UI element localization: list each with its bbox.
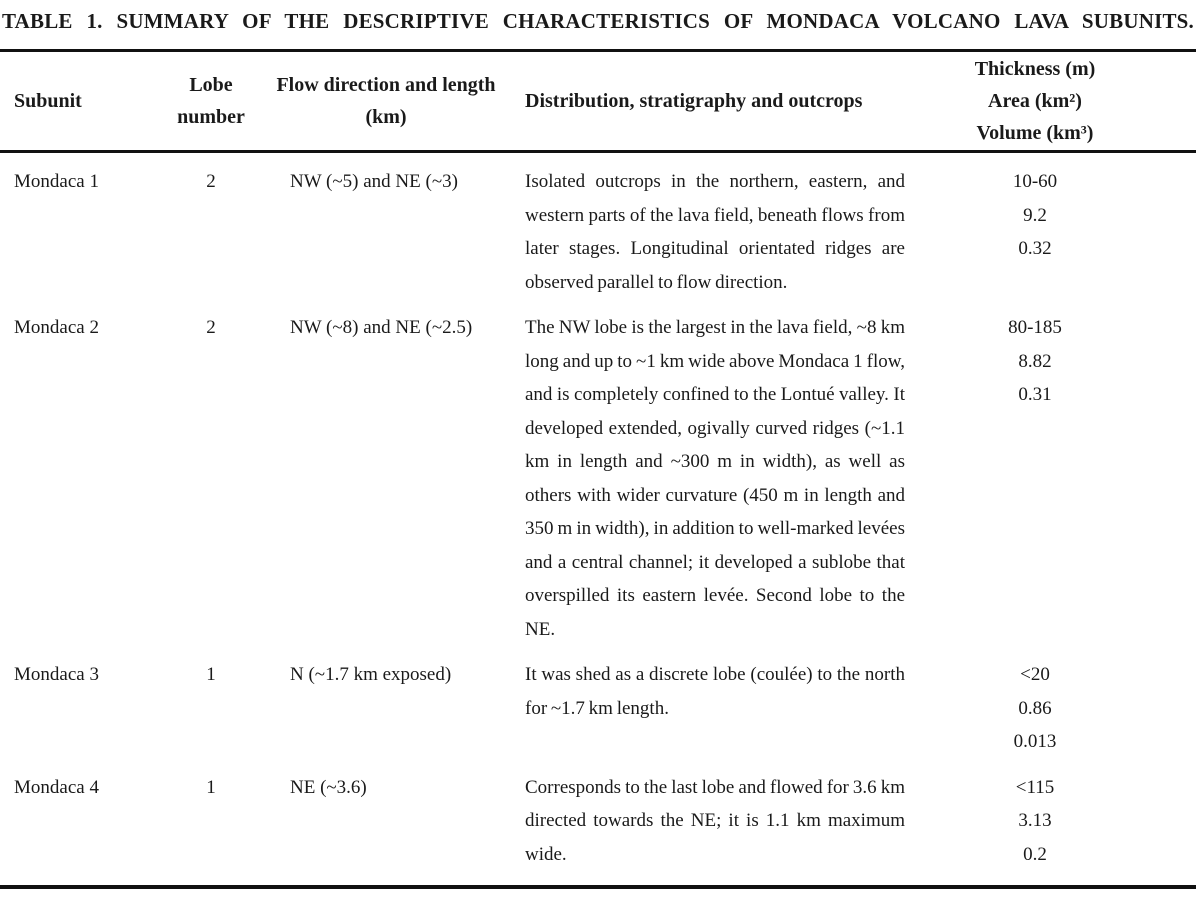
lobe-number-cell: 2 (206, 317, 216, 338)
table-header-row (0, 52, 1196, 150)
lobe-number-cell: 2 (206, 171, 216, 192)
header-thickness: Thickness (m) (974, 58, 1096, 80)
header-area: Area (km²) (988, 90, 1082, 112)
table-row (0, 299, 1196, 646)
subunit-cell: Mondaca 4 (14, 776, 99, 798)
table-row (0, 153, 1196, 299)
subunit-cell: Mondaca 2 (14, 317, 99, 338)
thickness-value: 10-60 (1012, 171, 1058, 192)
header-volume: Volume (km³) (976, 122, 1094, 144)
volume-value: 0.2 (1023, 843, 1047, 865)
subunit-cell: Mondaca 3 (14, 664, 99, 685)
table-title: TABLE 1. SUMMARY OF THE DESCRIPTIVE CHARACTERISTICS OF MONDACA VOLCANO LAVA SUBUNITS. (2, 9, 1194, 33)
metrics-cell (920, 771, 1150, 872)
header-metrics (920, 53, 1150, 149)
flow-direction-cell: N (~1.7 km exposed) (290, 664, 452, 685)
area-value: 0.86 (1018, 697, 1052, 719)
flow-direction-cell: NW (~5) and NE (~3) (290, 171, 458, 192)
subunit-cell: Mondaca 1 (14, 171, 99, 192)
header-lobe-number: Lobe number (177, 74, 245, 128)
area-value: 3.13 (1018, 810, 1052, 831)
area-value: 9.2 (1023, 204, 1047, 226)
distribution-cell: Corresponds to the last lobe and flowed for 3.6 km directed towards the NE; it is 1.1 km maximum wide. (525, 776, 905, 865)
thickness-value: 80-185 (1008, 317, 1062, 338)
metrics-cell (920, 658, 1150, 759)
lobe-number-cell: 1 (206, 664, 216, 685)
header-flow-direction: Flow direction and length (km) (276, 74, 496, 128)
metrics-cell (920, 311, 1150, 412)
volume-value: 0.013 (1013, 731, 1057, 752)
bottom-rule (0, 885, 1196, 889)
header-subunit: Subunit (14, 90, 82, 112)
distribution-cell: It was shed as a discrete lobe (coulée) to the north for ~1.7 km length. (525, 664, 905, 719)
metrics-cell (920, 165, 1150, 266)
area-value: 8.82 (1018, 350, 1052, 372)
volume-value: 0.32 (1018, 238, 1052, 259)
thickness-value: <20 (1020, 664, 1050, 685)
flow-direction-cell: NW (~8) and NE (~2.5) (290, 317, 473, 338)
thickness-value: <115 (1015, 776, 1055, 798)
distribution-cell: The NW lobe is the largest in the lava field, ~8 km long and up to ~1 km wide above Mondaca 1 flow, and is completely confined to the Lontué valley. It developed extended, ogivally curved ridges (~1.1 km in length and ~300 m in width), as well as others with wider curvature (450 m in length and 350 m in width), in addition to well-marked levées and a central channel; it developed a sublobe that overspilled its eastern levée. Second lobe to the NE. (525, 317, 905, 640)
distribution-cell: Isolated outcrops in the northern, eastern, and western parts of the lava field, beneath flows from later stages. Longitudinal orientated ridges are observed parallel to flow direction. (525, 171, 905, 293)
flow-direction-cell: NE (~3.6) (290, 776, 367, 798)
volume-value: 0.31 (1018, 384, 1052, 405)
table-row (0, 646, 1196, 759)
table-row (0, 759, 1196, 872)
header-distribution: Distribution, stratigraphy and outcrops (525, 90, 863, 112)
lobe-number-cell: 1 (206, 776, 216, 798)
